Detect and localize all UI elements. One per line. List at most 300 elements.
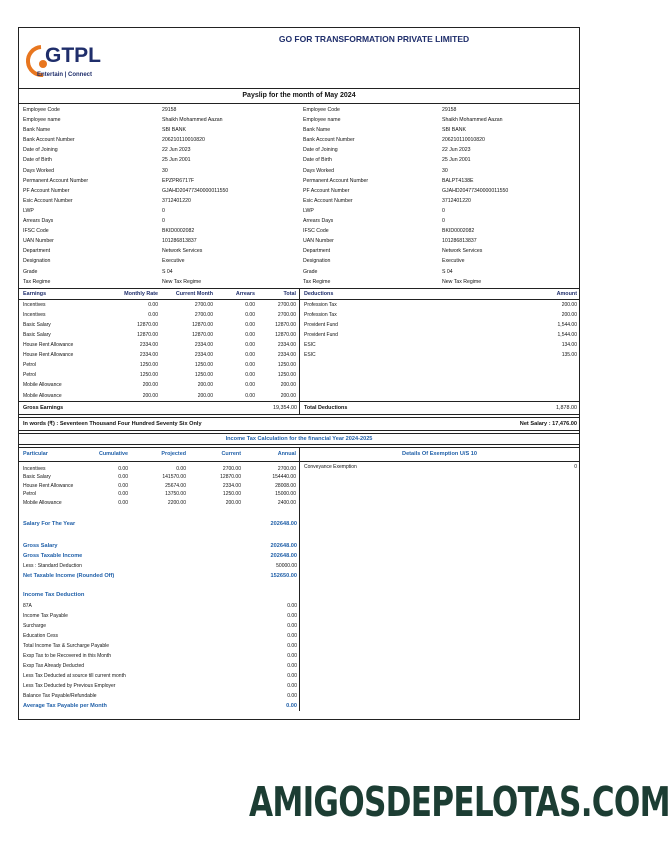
info-value: 206210110010820: [162, 137, 205, 144]
deduction-amount: 200.00: [561, 311, 577, 318]
info-row: [23, 256, 295, 266]
standard-deduction: Less : Standard Deduction 50000.00: [23, 563, 297, 570]
earning-cell: 0.00: [245, 342, 255, 349]
earning-cell: 12870.00: [137, 331, 158, 338]
earning-cell: 0.00: [245, 382, 255, 389]
avg-tax-per-month: Average Tax Payable per Month 0.00: [23, 703, 297, 710]
info-row: [23, 267, 295, 277]
exemption-rows: [300, 462, 579, 472]
itd-row: [19, 691, 299, 701]
itd-row: [19, 631, 299, 641]
deduction-label: ESIC: [304, 342, 316, 349]
earning-cell: 1250.00: [139, 362, 158, 369]
tax-cell: 0.00: [118, 474, 128, 481]
gross-taxable-income: Gross Taxable Income 202648.00: [23, 553, 297, 560]
info-value: 22 Jun 2023: [162, 147, 191, 154]
info-row: [303, 145, 575, 155]
earning-cell: 200.00: [280, 392, 296, 399]
deduction-amount: 1,544.00: [557, 321, 577, 328]
net-taxable-income: Net Taxable Income (Rounded Off) 152650.00: [23, 573, 297, 580]
earning-cell: 12870.00: [192, 331, 213, 338]
deduction-amount: 200.00: [561, 301, 577, 308]
earning-row: [19, 340, 299, 350]
info-value: Network Services: [162, 248, 203, 255]
info-row: [303, 155, 575, 165]
deductions-table: [300, 289, 579, 401]
tax-cell: 25674.00: [165, 482, 186, 489]
info-value: BALPT4138E: [442, 177, 474, 184]
info-label: UAN Number: [303, 238, 334, 245]
tax-row: [19, 473, 299, 482]
itd-row: [19, 601, 299, 611]
info-value: BKID0002082: [442, 228, 475, 235]
logo-tagline: Entertain | Connect: [37, 72, 93, 78]
info-row: [23, 277, 295, 287]
exemption-title: Details Of Exemption U/S 10: [300, 448, 579, 462]
info-row: [303, 236, 575, 246]
info-value: 0: [442, 218, 445, 225]
earning-cell: 0.00: [245, 331, 255, 338]
info-value: 0: [162, 218, 165, 225]
deduction-label: Provident Fund: [304, 331, 338, 338]
company-name: GO FOR TRANSFORMATION PRIVATE LIMITED: [278, 34, 470, 44]
info-row: [303, 196, 575, 206]
itd-row: [19, 651, 299, 661]
earning-cell: 200.00: [197, 392, 213, 399]
tax-cell: Petrol: [23, 491, 37, 498]
tax-cell: 0.00: [176, 465, 186, 472]
info-value: EPZPR6717F: [162, 177, 195, 184]
deduction-label: Profession Tax: [304, 311, 337, 318]
tax-row: [19, 499, 299, 508]
earning-cell: 0.00: [245, 392, 255, 399]
info-label: Tax Regime: [23, 278, 51, 285]
current-col: Current: [221, 450, 241, 457]
arrears-col: Arrears: [235, 290, 255, 297]
itd-label: Exsp Tax to be Recovered in this Month: [23, 653, 112, 660]
earning-cell: 0.00: [245, 372, 255, 379]
earning-cell: 12870.00: [137, 321, 158, 328]
itd-value: 0.00: [287, 663, 297, 670]
tax-cell: 0.00: [118, 465, 128, 472]
earning-row: [19, 300, 299, 310]
earning-row: [19, 320, 299, 330]
current-month-col: Current Month: [175, 290, 213, 297]
info-label: Date of Joining: [23, 147, 58, 154]
tax-cell: 0.00: [118, 499, 128, 506]
info-label: UAN Number: [23, 238, 54, 245]
deduction-row: [300, 330, 579, 340]
itd-value: 0.00: [287, 683, 297, 690]
info-value: Shaikh Mohammed Aazan: [442, 117, 503, 124]
earnings-rows: [19, 300, 299, 401]
info-value: 3712401220: [162, 197, 191, 204]
earning-cell: 2700.00: [277, 301, 296, 308]
earning-cell: 2334.00: [194, 342, 213, 349]
deduction-row: [300, 310, 579, 320]
earning-cell: 2334.00: [139, 352, 158, 359]
info-value: SBI BANK: [442, 127, 466, 134]
info-label: PF Account Number: [303, 187, 350, 194]
info-label: Arrears Days: [23, 218, 54, 225]
info-row: [23, 176, 295, 186]
itd-value: 0.00: [287, 623, 297, 630]
deductions-rows: [300, 300, 579, 361]
earnings-col-label: Earnings: [23, 290, 47, 297]
tax-row: [19, 465, 299, 474]
info-row: [23, 236, 295, 246]
itd-label: Income Tax Payable: [23, 613, 68, 620]
info-value: 101286813837: [162, 238, 197, 245]
salary-for-year: Salary For The Year 202648.00: [23, 521, 297, 528]
tax-cell: 154440.00: [272, 474, 296, 481]
earning-cell: Basic Salary: [23, 331, 51, 338]
info-label: Permanent Account Number: [303, 177, 369, 184]
total-deductions-value: 1,878.00: [556, 404, 577, 411]
earnings-deductions: [19, 289, 579, 402]
info-value: 22 Jun 2023: [442, 147, 471, 154]
earning-cell: 0.00: [148, 311, 158, 318]
watermark: AMIGOSDEPELOTAS.COM: [249, 778, 670, 826]
info-label: Date of Joining: [303, 147, 338, 154]
earnings-header: [19, 289, 299, 300]
earning-cell: 1250.00: [277, 372, 296, 379]
employee-info: [19, 104, 579, 289]
itd-value: 0.00: [287, 603, 297, 610]
earning-row: [19, 370, 299, 380]
earning-cell: House Rent Allowance: [23, 352, 74, 359]
tax-cell: 0.00: [118, 491, 128, 498]
earning-cell: Incentives: [23, 311, 46, 318]
info-label: Grade: [23, 268, 38, 275]
tax-cell: Mobile Allowance: [23, 499, 62, 506]
info-row: [303, 166, 575, 176]
earning-cell: 2700.00: [194, 311, 213, 318]
earning-row: [19, 350, 299, 360]
itd-label: 87A: [23, 603, 32, 610]
total-col: Total: [283, 290, 296, 297]
words-prefix: In words (: [23, 420, 50, 427]
exemption-details: [300, 448, 579, 712]
earning-cell: 0.00: [245, 311, 255, 318]
info-row: [303, 267, 575, 277]
info-row: [303, 277, 575, 287]
deduction-row: [300, 300, 579, 310]
tax-cell: 2334.00: [222, 482, 241, 489]
deduction-label: Profession Tax: [304, 301, 337, 308]
tax-cell: 13750.00: [165, 491, 186, 498]
totals-row: [19, 402, 579, 415]
info-row: [303, 125, 575, 135]
info-value: New Tax Regime: [442, 278, 482, 285]
tax-calc-title: Income Tax Calculation for the financial Year 2024-2025: [19, 433, 579, 445]
tax-rows: [19, 462, 299, 508]
amount-col: Amount: [556, 290, 577, 297]
annual-col: Annual: [277, 450, 296, 457]
earning-cell: Petrol: [23, 362, 37, 369]
tax-calculation: [19, 448, 300, 712]
itd-value: 0.00: [287, 693, 297, 700]
earning-cell: 200.00: [142, 392, 158, 399]
info-label: Esic Account Number: [303, 197, 353, 204]
tax-row: [19, 482, 299, 491]
earning-row: [19, 310, 299, 320]
earning-cell: 2334.00: [139, 342, 158, 349]
employee-info-left: [19, 104, 299, 288]
info-value: 0: [162, 207, 165, 214]
itd-row: [19, 641, 299, 651]
tax-cell: Incentives: [23, 465, 46, 472]
info-row: [303, 216, 575, 226]
info-label: Bank Name: [303, 127, 331, 134]
info-row: [303, 206, 575, 216]
info-value: New Tax Regime: [162, 278, 202, 285]
itd-value: 0.00: [287, 643, 297, 650]
earning-cell: 200.00: [197, 382, 213, 389]
deduction-amount: 1,544.00: [557, 331, 577, 338]
info-label: Permanent Account Number: [23, 177, 89, 184]
tax-cell: 200.00: [225, 499, 241, 506]
itd-row: [19, 671, 299, 681]
earning-cell: 2334.00: [194, 352, 213, 359]
info-value: 3712401220: [442, 197, 471, 204]
earning-cell: Petrol: [23, 372, 37, 379]
info-value: S 04: [442, 268, 453, 275]
info-label: Days Worked: [303, 167, 335, 174]
tax-row: [19, 490, 299, 499]
earning-cell: 2700.00: [277, 311, 296, 318]
projected-col: Projected: [161, 450, 186, 457]
info-label: Bank Account Number: [303, 137, 355, 144]
info-value: Executive: [442, 258, 465, 265]
particular-col: Particular: [23, 450, 48, 457]
info-value: GJAHD20477340000011550: [162, 187, 229, 194]
info-row: [303, 115, 575, 125]
earning-cell: 200.00: [280, 382, 296, 389]
info-label: Department: [303, 248, 331, 255]
info-label: Tax Regime: [303, 278, 331, 285]
earning-cell: Incentives: [23, 301, 46, 308]
info-label: Employee Code: [303, 107, 340, 113]
itd-row: [19, 621, 299, 631]
info-row: [23, 246, 295, 256]
info-value: S 04: [162, 268, 173, 275]
words-text: ) : Seventeen Thousand Four Hundred Seventy Six Only: [52, 420, 202, 427]
itd-value: 0.00: [287, 633, 297, 640]
exemption-row: [300, 462, 579, 472]
info-label: LWP: [23, 207, 34, 214]
info-value: SBI BANK: [162, 127, 186, 134]
itd-row: [19, 611, 299, 621]
info-label: Days Worked: [23, 167, 55, 174]
info-label: PF Account Number: [23, 187, 70, 194]
info-value: 30: [162, 167, 168, 174]
earning-row: [19, 380, 299, 390]
info-row: [23, 155, 295, 165]
earning-cell: 1250.00: [139, 372, 158, 379]
earning-cell: 1250.00: [277, 362, 296, 369]
earning-cell: House Rent Allowance: [23, 342, 74, 349]
deduction-amount: 135.00: [561, 352, 577, 359]
info-row: [303, 186, 575, 196]
earning-cell: 0.00: [245, 362, 255, 369]
info-label: Employee Code: [23, 107, 60, 113]
itd-rows: [19, 601, 299, 701]
itd-value: 0.00: [287, 613, 297, 620]
gross-earnings-value: 19,354.00: [273, 404, 297, 411]
deduction-row: [300, 340, 579, 350]
info-row: [303, 176, 575, 186]
exemption-label: Conveyance Exemption: [304, 463, 357, 470]
tax-cell: 1250.00: [222, 491, 241, 498]
info-label: Employee name: [23, 117, 61, 124]
income-tax-deduction-title: Income Tax Deduction: [23, 592, 85, 599]
earning-row: [19, 391, 299, 401]
info-row: [303, 135, 575, 145]
net-salary: Net Salary : 17,476.00: [519, 420, 577, 427]
info-row: [23, 115, 295, 125]
earning-cell: 0.00: [245, 352, 255, 359]
tax-cell: 141570.00: [162, 474, 186, 481]
earning-cell: Mobile Allowance: [23, 382, 62, 389]
earning-cell: 1250.00: [194, 362, 213, 369]
info-row: [23, 105, 295, 115]
info-label: Grade: [303, 268, 318, 275]
info-row: [23, 145, 295, 155]
monthly-rate-col: Monthly Rate: [124, 290, 158, 297]
gross-earnings-label: Gross Earnings: [23, 404, 64, 411]
info-label: LWP: [303, 207, 314, 214]
earning-row: [19, 330, 299, 340]
info-value: 0: [442, 207, 445, 214]
itd-label: Less Tax Deducted by Previous Employer: [23, 683, 116, 690]
header: [19, 28, 579, 89]
tax-cell: 12870.00: [220, 474, 241, 481]
info-row: [23, 206, 295, 216]
itd-row: [19, 681, 299, 691]
gtpl-logo: [25, 38, 135, 86]
itd-label: Less Tax Deducted at source till current month: [23, 673, 126, 680]
payslip-page: [18, 27, 580, 720]
earning-cell: Mobile Allowance: [23, 392, 62, 399]
info-row: [23, 216, 295, 226]
tax-cell: 2700.00: [222, 465, 241, 472]
cumulative-col: Cumulative: [98, 450, 128, 457]
info-label: Date of Birth: [23, 157, 52, 164]
tax-cell: House Rent Allowance: [23, 482, 74, 489]
info-label: Employee name: [303, 117, 341, 124]
deduction-amount: 134.00: [561, 342, 577, 349]
info-row: [23, 226, 295, 236]
rupee-icon: ₹: [49, 420, 53, 427]
itd-value: 0.00: [287, 673, 297, 680]
info-value: 101286813837: [442, 238, 477, 245]
tax-header: [19, 448, 299, 462]
info-row: [303, 256, 575, 266]
info-value: 29158: [442, 107, 457, 113]
earning-cell: 0.00: [245, 321, 255, 328]
info-label: Arrears Days: [303, 218, 334, 225]
info-label: Designation: [23, 258, 51, 265]
payslip-title: Payslip for the month of May 2024: [19, 89, 579, 104]
earnings-table: [19, 289, 300, 401]
earning-cell: 0.00: [148, 301, 158, 308]
info-value: 206210110010820: [442, 137, 485, 144]
info-value: Shaikh Mohammed Aazan: [162, 117, 223, 124]
info-row: [303, 226, 575, 236]
info-value: Network Services: [442, 248, 483, 255]
tax-cell: 2200.00: [167, 499, 186, 506]
info-row: [23, 125, 295, 135]
itd-label: Balance Tax Payable/Refundable: [23, 693, 97, 700]
amount-in-words: [19, 417, 579, 431]
info-row: [23, 186, 295, 196]
earning-cell: 0.00: [245, 301, 255, 308]
earning-cell: 2334.00: [277, 352, 296, 359]
itd-label: Exsp Tax Already Deducted: [23, 663, 85, 670]
info-label: IFSC Code: [23, 228, 49, 235]
info-value: 30: [442, 167, 448, 174]
info-value: 25 Jun 2001: [442, 157, 471, 164]
itd-row: [19, 661, 299, 671]
deductions-col-label: Deductions: [304, 290, 334, 297]
tax-section: [19, 447, 579, 712]
earning-cell: 2700.00: [194, 301, 213, 308]
info-label: Bank Account Number: [23, 137, 75, 144]
tax-cell: 0.00: [118, 482, 128, 489]
info-value: BKID0002082: [162, 228, 195, 235]
exemption-value: 0: [574, 463, 577, 470]
info-label: Designation: [303, 258, 331, 265]
earning-cell: 12870.00: [192, 321, 213, 328]
itd-label: Education Cess: [23, 633, 59, 640]
deduction-row: [300, 320, 579, 330]
tax-cell: 15000.00: [275, 491, 296, 498]
deductions-header: [300, 289, 579, 300]
earning-cell: Basic Salary: [23, 321, 51, 328]
info-label: Department: [23, 248, 51, 255]
employee-info-right: [299, 104, 579, 288]
deduction-label: Provident Fund: [304, 321, 338, 328]
info-row: [303, 105, 575, 115]
deduction-label: ESIC: [304, 352, 316, 359]
info-row: [23, 135, 295, 145]
info-value: Executive: [162, 258, 185, 265]
info-row: [23, 166, 295, 176]
gross-salary: Gross Salary 202648.00: [23, 543, 297, 550]
info-value: 25 Jun 2001: [162, 157, 191, 164]
tax-cell: 2700.00: [277, 465, 296, 472]
earning-row: [19, 360, 299, 370]
info-label: IFSC Code: [303, 228, 329, 235]
tax-cell: 28008.00: [275, 482, 296, 489]
earning-cell: 12870.00: [275, 321, 296, 328]
info-row: [303, 246, 575, 256]
tax-cell: 2400.00: [277, 499, 296, 506]
info-value: 29158: [162, 107, 177, 113]
info-value: GJAHD20477340000011550: [442, 187, 509, 194]
earning-cell: 1250.00: [194, 372, 213, 379]
tax-cell: Basic Salary: [23, 474, 51, 481]
info-row: [23, 196, 295, 206]
earning-cell: 12870.00: [275, 331, 296, 338]
info-label: Esic Account Number: [23, 197, 73, 204]
itd-value: 0.00: [287, 653, 297, 660]
earning-cell: 2334.00: [277, 342, 296, 349]
itd-label: Total Income Tax & Surcharge Payable: [23, 643, 110, 650]
logo-brand: GTPL: [45, 44, 101, 67]
total-deductions-label: Total Deductions: [304, 404, 348, 411]
